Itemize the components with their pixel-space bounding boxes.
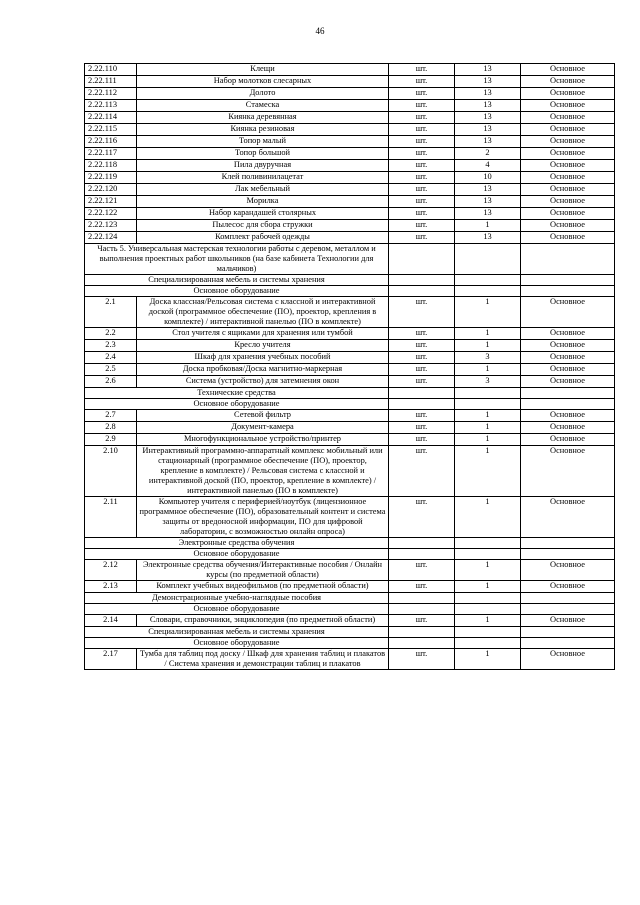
item-unit: шт. [389,124,455,136]
empty-cell [389,538,455,549]
group-heading: Специализированная мебель и системы хранения [85,275,389,286]
item-category: Основное [521,64,615,76]
item-number: 2.22.113 [85,100,137,112]
table-row [85,434,615,446]
table-row [85,208,615,220]
table-row [85,364,615,376]
item-category: Основное [521,352,615,364]
item-category: Основное [521,76,615,88]
item-name: Пила двуручная [137,160,389,172]
item-number: 2.10 [85,446,137,497]
item-unit: шт. [389,196,455,208]
item-quantity: 13 [455,76,521,88]
item-number: 2.22.116 [85,136,137,148]
item-category: Основное [521,364,615,376]
item-unit: шт. [389,410,455,422]
item-quantity: 10 [455,172,521,184]
item-number: 2.22.123 [85,220,137,232]
item-name: Многофункциональное устройство/принтер [137,434,389,446]
empty-cell [389,638,455,649]
empty-cell [389,399,455,410]
item-quantity: 1 [455,410,521,422]
table-row [85,422,615,434]
empty-cell [521,604,615,615]
item-name: Морилка [137,196,389,208]
item-unit: шт. [389,446,455,497]
table-row [85,220,615,232]
empty-cell [521,388,615,399]
item-number: 2.5 [85,364,137,376]
empty-cell [455,627,521,638]
item-name: Тумба для таблиц под доску / Шкаф для хранения таблиц и плакатов / Система хранения и демонстрации таблиц и плакатов [137,649,389,670]
item-name: Пылесос для сбора стружки [137,220,389,232]
item-category: Основное [521,112,615,124]
item-unit: шт. [389,649,455,670]
item-name: Стамеска [137,100,389,112]
empty-cell [455,399,521,410]
item-name: Кресло учителя [137,340,389,352]
item-number: 2.22.117 [85,148,137,160]
table-row [85,172,615,184]
empty-cell [455,538,521,549]
item-category: Основное [521,581,615,593]
empty-cell [389,244,455,275]
item-number: 2.1 [85,297,137,328]
empty-cell [389,604,455,615]
empty-cell [521,275,615,286]
item-quantity: 13 [455,184,521,196]
item-name: Система (устройство) для затемнения окон [137,376,389,388]
item-number: 2.8 [85,422,137,434]
item-name: Набор карандашей столярных [137,208,389,220]
item-unit: шт. [389,297,455,328]
item-quantity: 13 [455,232,521,244]
item-category: Основное [521,232,615,244]
empty-cell [389,275,455,286]
item-name: Стол учителя с ящиками для хранения или тумбой [137,328,389,340]
item-number: 2.22.111 [85,76,137,88]
item-name: Комплект учебных видеофильмов (по предметной области) [137,581,389,593]
item-number: 2.22.119 [85,172,137,184]
empty-cell [455,549,521,560]
empty-cell [455,604,521,615]
item-quantity: 1 [455,364,521,376]
group-heading: Специализированная мебель и системы хранения [85,627,389,638]
subgroup-heading-row [85,286,615,297]
table-row [85,184,615,196]
item-unit: шт. [389,220,455,232]
item-unit: шт. [389,615,455,627]
item-name: Клещи [137,64,389,76]
empty-cell [521,399,615,410]
item-name: Сетевой фильтр [137,410,389,422]
item-quantity: 3 [455,352,521,364]
table-row [85,148,615,160]
item-category: Основное [521,328,615,340]
item-unit: шт. [389,136,455,148]
item-unit: шт. [389,364,455,376]
item-quantity: 13 [455,208,521,220]
item-quantity: 13 [455,88,521,100]
subgroup-heading: Основное оборудование [85,399,389,410]
item-number: 2.22.114 [85,112,137,124]
item-number: 2.6 [85,376,137,388]
item-name: Документ-камера [137,422,389,434]
subgroup-heading: Основное оборудование [85,286,389,297]
item-unit: шт. [389,100,455,112]
subgroup-heading-row [85,549,615,560]
table-row [85,340,615,352]
equipment-table-body [85,64,615,670]
empty-cell [389,627,455,638]
item-quantity: 13 [455,124,521,136]
table-row [85,615,615,627]
item-category: Основное [521,184,615,196]
item-number: 2.4 [85,352,137,364]
item-category: Основное [521,124,615,136]
item-unit: шт. [389,328,455,340]
section-title: Часть 5. Универсальная мастерская технологии работы с деревом, металлом и выполнения проектных работ школьников (на базе кабинета Технологии для мальчиков) [85,244,389,275]
item-name: Киянка деревянная [137,112,389,124]
table-row [85,410,615,422]
item-category: Основное [521,160,615,172]
item-number: 2.22.118 [85,160,137,172]
page-number: 46 [315,26,325,36]
section-title-row [85,244,615,275]
table-row [85,497,615,538]
item-category: Основное [521,497,615,538]
item-quantity: 13 [455,136,521,148]
item-quantity: 1 [455,328,521,340]
item-quantity: 1 [455,340,521,352]
group-heading: Электронные средства обучения [85,538,389,549]
item-unit: шт. [389,160,455,172]
item-category: Основное [521,376,615,388]
item-category: Основное [521,615,615,627]
item-name: Доска классная/Рельсовая система с классной и интерактивной доской (программное обеспечение (ПО), проектор, крепления в комплекте) / интерактивной панелью (ПО в комплекте) [137,297,389,328]
item-quantity: 1 [455,434,521,446]
item-category: Основное [521,434,615,446]
group-heading-row [85,388,615,399]
item-quantity: 1 [455,581,521,593]
subgroup-heading-row [85,604,615,615]
item-category: Основное [521,100,615,112]
item-quantity: 13 [455,112,521,124]
item-unit: шт. [389,422,455,434]
item-unit: шт. [389,88,455,100]
empty-cell [521,549,615,560]
item-unit: шт. [389,208,455,220]
table-row [85,581,615,593]
group-heading-row [85,538,615,549]
item-category: Основное [521,136,615,148]
item-name: Топор малый [137,136,389,148]
item-name: Электронные средства обучения/Интерактивные пособия / Онлайн курсы (по предметной области) [137,560,389,581]
empty-cell [521,538,615,549]
item-number: 2.22.121 [85,196,137,208]
empty-cell [521,593,615,604]
item-category: Основное [521,220,615,232]
table-row [85,297,615,328]
table-row [85,124,615,136]
item-name: Шкаф для хранения учебных пособий [137,352,389,364]
table-row [85,88,615,100]
item-name: Набор молотков слесарных [137,76,389,88]
item-unit: шт. [389,172,455,184]
item-quantity: 1 [455,297,521,328]
table-row [85,196,615,208]
item-category: Основное [521,340,615,352]
item-name: Долото [137,88,389,100]
empty-cell [455,638,521,649]
item-name: Комплект рабочей одежды [137,232,389,244]
item-number: 2.7 [85,410,137,422]
equipment-table [84,63,615,670]
empty-cell [521,286,615,297]
item-name: Киянка резиновая [137,124,389,136]
item-number: 2.22.110 [85,64,137,76]
empty-cell [521,244,615,275]
item-number: 2.22.124 [85,232,137,244]
item-unit: шт. [389,232,455,244]
item-name: Интерактивный программно-аппаратный комплекс мобильный или стационарный (программное обеспечение (ПО), проектор, крепление в комплекте) / Рельсовая система с классной и интерактивной доской (ПО, проектор, крепление в комплекте) / интерактивной панелью (ПО в комплекте) [137,446,389,497]
item-category: Основное [521,649,615,670]
item-category: Основное [521,88,615,100]
table-row [85,64,615,76]
item-number: 2.13 [85,581,137,593]
item-unit: шт. [389,581,455,593]
item-name: Компьютер учителя с периферией/ноутбук (лицензионное программное обеспечение (ПО), образовательный контент и система защиты от вредоносной информации, ПО для цифровой лаборатории, с возможностью онлайн опроса) [137,497,389,538]
table-row [85,76,615,88]
table-row [85,376,615,388]
empty-cell [455,244,521,275]
item-number: 2.11 [85,497,137,538]
item-unit: шт. [389,560,455,581]
item-category: Основное [521,297,615,328]
item-quantity: 3 [455,376,521,388]
table-row [85,100,615,112]
item-unit: шт. [389,434,455,446]
item-quantity: 13 [455,64,521,76]
item-name: Доска пробковая/Доска магнитно-маркерная [137,364,389,376]
item-quantity: 1 [455,220,521,232]
item-category: Основное [521,560,615,581]
item-name: Топор большой [137,148,389,160]
subgroup-heading: Основное оборудование [85,549,389,560]
item-quantity: 13 [455,100,521,112]
item-quantity: 4 [455,160,521,172]
item-category: Основное [521,208,615,220]
empty-cell [389,593,455,604]
item-quantity: 13 [455,196,521,208]
table-row [85,352,615,364]
item-number: 2.12 [85,560,137,581]
item-number: 2.22.122 [85,208,137,220]
item-number: 2.22.115 [85,124,137,136]
item-name: Словари, справочники, энциклопедия (по предметной области) [137,615,389,627]
item-unit: шт. [389,376,455,388]
empty-cell [521,627,615,638]
item-number: 2.9 [85,434,137,446]
item-category: Основное [521,172,615,184]
item-number: 2.3 [85,340,137,352]
item-number: 2.14 [85,615,137,627]
empty-cell [389,388,455,399]
item-category: Основное [521,446,615,497]
empty-cell [389,286,455,297]
subgroup-heading: Основное оборудование [85,604,389,615]
item-unit: шт. [389,340,455,352]
item-quantity: 1 [455,649,521,670]
item-unit: шт. [389,76,455,88]
item-category: Основное [521,422,615,434]
item-unit: шт. [389,184,455,196]
table-row [85,328,615,340]
empty-cell [389,549,455,560]
item-quantity: 2 [455,148,521,160]
table-row [85,232,615,244]
table-row [85,649,615,670]
item-name: Лак мебельный [137,184,389,196]
group-heading: Технические средства [85,388,389,399]
subgroup-heading: Основное оборудование [85,638,389,649]
table-row [85,136,615,148]
subgroup-heading-row [85,399,615,410]
item-quantity: 1 [455,497,521,538]
item-quantity: 1 [455,560,521,581]
item-number: 2.22.120 [85,184,137,196]
item-quantity: 1 [455,446,521,497]
subgroup-heading-row [85,638,615,649]
item-number: 2.22.112 [85,88,137,100]
item-unit: шт. [389,64,455,76]
group-heading: Демонстрационные учебно-наглядные пособия [85,593,389,604]
empty-cell [455,286,521,297]
group-heading-row [85,275,615,286]
item-category: Основное [521,410,615,422]
empty-cell [521,638,615,649]
table-row [85,560,615,581]
group-heading-row [85,593,615,604]
item-unit: шт. [389,497,455,538]
item-number: 2.2 [85,328,137,340]
item-name: Клей поливинилацетат [137,172,389,184]
item-unit: шт. [389,112,455,124]
table-row [85,160,615,172]
empty-cell [455,593,521,604]
item-category: Основное [521,196,615,208]
table-row [85,446,615,497]
item-quantity: 1 [455,615,521,627]
empty-cell [455,388,521,399]
group-heading-row [85,627,615,638]
item-unit: шт. [389,352,455,364]
item-number: 2.17 [85,649,137,670]
item-unit: шт. [389,148,455,160]
item-quantity: 1 [455,422,521,434]
table-row [85,112,615,124]
item-category: Основное [521,148,615,160]
empty-cell [455,275,521,286]
